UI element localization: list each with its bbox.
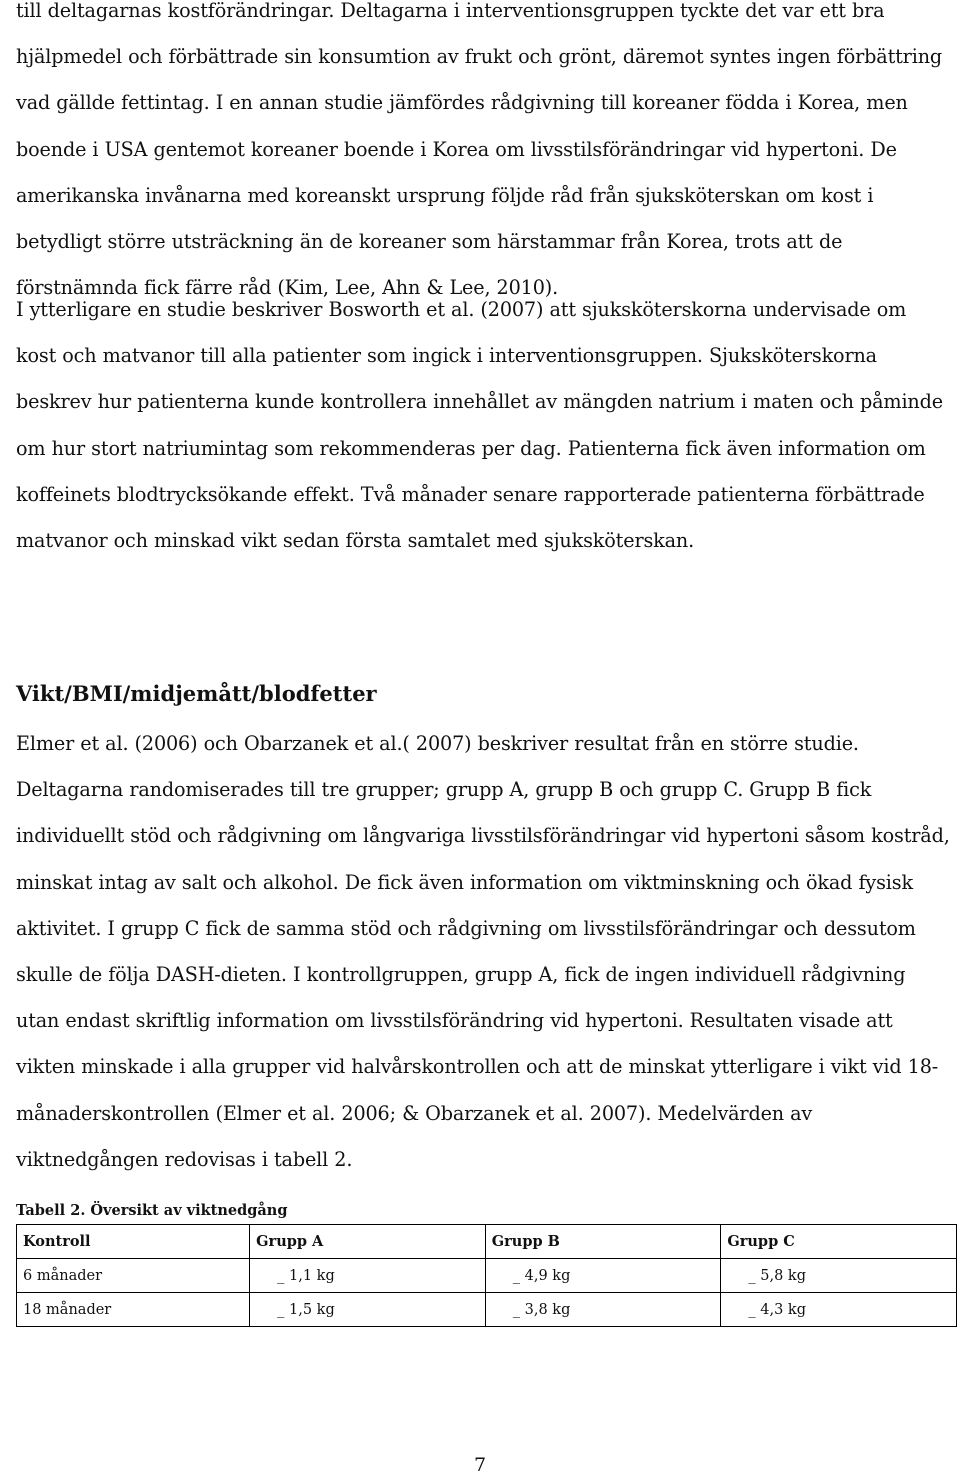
table-row bbox=[17, 1293, 957, 1327]
table-cell: _ 4,3 kg bbox=[721, 1293, 957, 1327]
section-heading: Vikt/BMI/midjemått/blodfetter bbox=[16, 681, 377, 706]
table-cell: _ 3,8 kg bbox=[485, 1293, 721, 1327]
paragraph-kim-study: till deltagarnas kostförändringar. Deltagarna i interventionsgruppen tyckte det var ett bra hjälpmedel och förbättrade sin konsumtion av frukt och grönt, däremot syntes ingen förbättring vad gällde fettintag. I en annan studie jämfördes rådgivning till koreaner födda i Korea, men boende i USA gentemot koreaner boende i Korea om livsstilsförändringar vid hypertoni. De amerikanska invånarna med koreanskt ursprung följde råd från sjuksköterskan om kost i betydligt större utsträckning än de koreaner som härstammar från Korea, trots att de förstnämnda fick färre råd (Kim, Lee, Ahn & Lee, 2010). bbox=[16, 0, 943, 300]
paragraph-elmer-obarzanek-study: Elmer et al. (2006) och Obarzanek et al.( 2007) beskriver resultat från en större studie. Deltagarna randomiserades till tre grupper; grupp A, grupp B och grupp C. Grupp B fick individuellt stöd och rådgivning om långvariga livsstilsförändringar vid hypertoni såsom kostråd, minskat intag av salt och alkohol. De fick även information om viktminskning och ökad fysisk aktivitet. I grupp C fick de samma stöd och rådgivning om livsstilsförändringar och dessutom skulle de följa DASH-dieten. I kontrollgruppen, grupp A, fick de ingen individuell rådgivning utan endast skriftlig information om livsstilsförändring vid hypertoni. Resultaten visade att vikten minskade i alla grupper vid halvårskontrollen och att de minskat ytterligare i vikt vid 18-månaderskontrollen (Elmer et al. 2006; & Obarzanek et al. 2007). Medelvärden av viktnedgången redovisas i tabell 2. bbox=[16, 732, 950, 1171]
table-cell: _ 5,8 kg bbox=[721, 1259, 957, 1293]
table-cell: 18 månader bbox=[17, 1293, 250, 1327]
table-header-cell: Kontroll bbox=[17, 1225, 250, 1259]
weight-loss-table bbox=[16, 1224, 957, 1327]
table-cell: _ 1,5 kg bbox=[250, 1293, 486, 1327]
table-header-cell: Grupp B bbox=[485, 1225, 721, 1259]
paragraph-bosworth-study: I ytterligare en studie beskriver Bosworth et al. (2007) att sjuksköterskorna undervisade om kost och matvanor till alla patienter som ingick i interventionsgruppen. Sjuksköterskorna beskrev hur patienterna kunde kontrollera innehållet av mängden natrium i maten och påminde om hur stort natriumintag som rekommenderas per dag. Patienterna fick även information om koffeinets blodtrycksökande effekt. Två månader senare rapporterade patienterna förbättrade matvanor och minskad vikt sedan första samtalet med sjuksköterskan. bbox=[16, 298, 943, 553]
table-header-cell: Grupp C bbox=[721, 1225, 957, 1259]
table-header-row bbox=[17, 1225, 957, 1259]
table-cell: 6 månader bbox=[17, 1259, 250, 1293]
table-row bbox=[17, 1259, 957, 1293]
table-cell: _ 1,1 kg bbox=[250, 1259, 486, 1293]
page-number: 7 bbox=[473, 1454, 487, 1476]
table-header-cell: Grupp A bbox=[250, 1225, 486, 1259]
table-caption: Tabell 2. Översikt av viktnedgång bbox=[16, 1202, 288, 1219]
table-cell: _ 4,9 kg bbox=[485, 1259, 721, 1293]
